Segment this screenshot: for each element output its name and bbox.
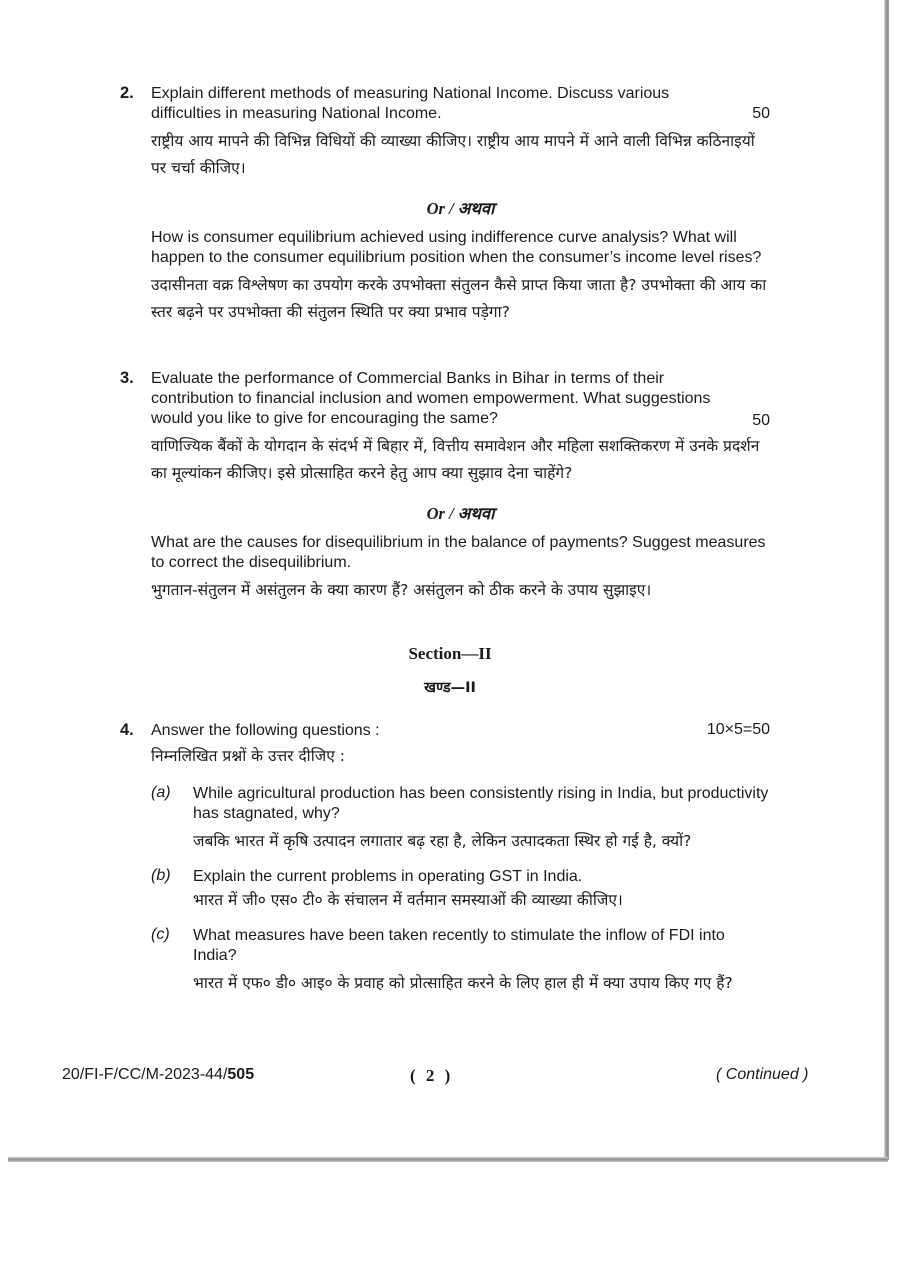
sub-question-label: (b) bbox=[151, 867, 171, 884]
sub-question-hi: भारत में एफ० डी० आइ० के प्रवाह को प्रोत्साहित करने के लिए हाल ही में क्या उपाय किए गए हैं? bbox=[193, 974, 733, 992]
question-number: 3. bbox=[120, 369, 134, 387]
sub-question-label: (a) bbox=[151, 784, 171, 801]
alternate-question-en: How is consumer equilibrium achieved using indifference curve analysis? What will happen to the consumer equilibrium position when the consumer’s income level rises? bbox=[151, 229, 762, 266]
alternate-question-hi: भुगतान-संतुलन में असंतुलन के क्या कारण हैं? असंतुलन को ठीक करने के उपाय सुझाइए। bbox=[151, 581, 652, 599]
question-text-en: Evaluate the performance of Commercial Banks in Bihar in terms of their contribution to financial inclusion and women empowerment. What suggestions would you like to give for encouraging the same? bbox=[151, 370, 711, 427]
paper-code-prefix: 20/FI-F/CC/M-2023-44/ bbox=[62, 1066, 228, 1083]
question-body bbox=[151, 721, 770, 997]
question-marks: 50 bbox=[752, 412, 770, 429]
section-title: Section—II bbox=[408, 644, 492, 663]
sub-question-a bbox=[151, 784, 770, 855]
question-number: 4. bbox=[120, 721, 134, 739]
paper-code bbox=[62, 1066, 254, 1084]
sub-question-en: Explain the current problems in operating GST in India. bbox=[193, 868, 583, 885]
question-marks: 10×5=50 bbox=[706, 721, 770, 738]
or-divider: Or / अथवा bbox=[426, 504, 495, 523]
question-text-hi: निम्नलिखित प्रश्नों के उत्तर दीजिए : bbox=[151, 747, 345, 765]
scan-edge-bottom bbox=[8, 1157, 888, 1162]
scan-edge-right bbox=[884, 0, 889, 1160]
paper-code-number: 505 bbox=[227, 1066, 255, 1083]
question-marks: 50 bbox=[752, 105, 770, 122]
sub-question-b bbox=[151, 867, 770, 914]
page-number: ( 2 ) bbox=[410, 1066, 454, 1085]
question-text-en: Answer the following questions : bbox=[151, 722, 380, 739]
sub-question-label: (c) bbox=[151, 926, 170, 943]
question-4 bbox=[120, 721, 770, 997]
alternate-question-hi: उदासीनता वक्र विश्लेषण का उपयोग करके उपभोक्ता संतुलन कैसे प्राप्त किया जाता है? उपभोक्ता की आय का स्तर बढ़ने पर उपभोक्ता की संतुलन स्थिति पर क्या प्रभाव पड़ेगा? bbox=[151, 276, 767, 321]
sub-question-body bbox=[193, 784, 770, 855]
or-divider: Or / अथवा bbox=[426, 199, 495, 218]
question-text-hi: राष्ट्रीय आय मापने की विभिन्न विधियों की व्याख्या कीजिए। राष्ट्रीय आय मापने में आने वाली विभिन्न कठिनाइयों पर चर्चा कीजिए। bbox=[151, 132, 755, 177]
sub-question-en: While agricultural production has been consistently rising in India, but productivity has stagnated, why? bbox=[193, 785, 769, 822]
sub-question-en: What measures have been taken recently to stimulate the inflow of FDI into India? bbox=[193, 927, 725, 964]
continued-label: ( Continued ) bbox=[716, 1066, 809, 1083]
sub-question-hi: भारत में जी० एस० टी० के संचालन में वर्तमान समस्याओं की व्याख्या कीजिए। bbox=[193, 891, 623, 909]
question-2 bbox=[120, 84, 770, 326]
sub-question-body bbox=[193, 867, 770, 914]
sub-question-body bbox=[193, 926, 770, 997]
alternate-question-en: What are the causes for disequilibrium in the balance of payments? Suggest measures to correct the disequilibrium. bbox=[151, 534, 766, 571]
sub-question-hi: जबकि भारत में कृषि उत्पादन लगातार बढ़ रहा है, लेकिन उत्पादकता स्थिर हो गई है, क्यों? bbox=[193, 832, 692, 850]
question-text-en: Explain different methods of measuring National Income. Discuss various difficulties in measuring National Income. bbox=[151, 85, 670, 122]
question-text-hi: वाणिज्यिक बैंकों के योगदान के संदर्भ में बिहार में, वित्तीय समावेशन और महिला सशक्तिकरण में उनके प्रदर्शन का मूल्यांकन कीजिए। इसे प्रोत्साहित करने हेतु आप क्या सुझाव देना चाहेंगे? bbox=[151, 437, 760, 482]
sub-question-c bbox=[151, 926, 770, 997]
section-title-hindi: खण्ड—II bbox=[424, 680, 476, 696]
question-body bbox=[151, 369, 770, 604]
question-body bbox=[151, 84, 770, 326]
question-3 bbox=[120, 369, 770, 604]
question-number: 2. bbox=[120, 84, 134, 102]
